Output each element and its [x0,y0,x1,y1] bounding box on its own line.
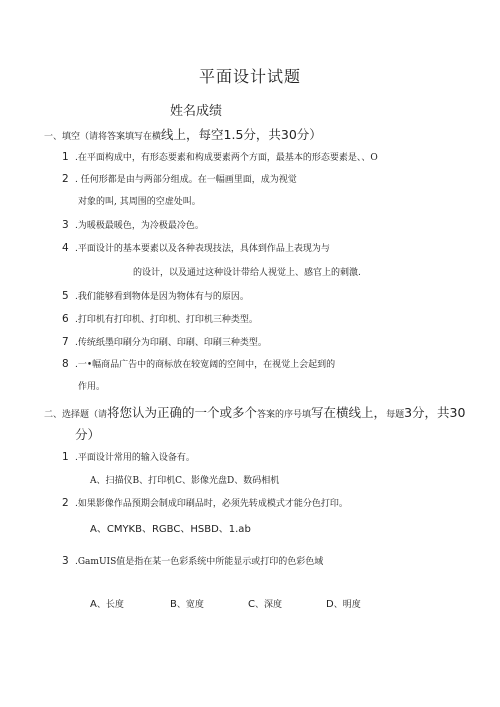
name-score-line: 姓名成绩 [170,104,223,119]
question-3-option [248,597,282,610]
item-number: 2 [62,497,69,509]
question-3-option [90,597,124,610]
item-text: .平面设计常用的输入设备有。 [75,453,195,463]
question-1-options [90,473,279,486]
list-item [62,496,348,509]
list-item [62,357,335,370]
list-item [78,194,201,207]
option-letter: C [248,599,255,610]
question-3-option [326,597,361,610]
section-2-heading-wrap: 分） [75,427,101,442]
item-number: 1 [62,451,69,463]
question-2-options: A、CMYKB、RGBC、HSBD、1.ab [90,524,251,535]
option-a: A、扫描仪 [90,476,133,486]
item-number: 4 [62,242,69,254]
list-item [62,289,249,302]
list-item [62,172,297,185]
option-c: C、影像光盘 [175,476,228,486]
item-text: .为暖极最暖色，为冷极最冷色。 [75,221,204,231]
item-text: .传统纸墨印刷分为印刷、印刷、印刷三种类型。 [75,338,267,348]
item-text: 对象的叫, 其周围的空虚处叫。 [78,197,201,207]
item-text: .GamUIS值是指在某一色彩系统中所能显示或打印的色彩色域 [75,557,324,567]
option-text: 、明度 [333,600,361,610]
item-number: 8 [62,358,69,370]
option-text: 、宽度 [176,600,204,610]
list-item [62,450,195,463]
item-text: .一•幅商品广告中的商标放在较宽阔的空间中，在视觉上会起到的 [75,360,336,370]
item-text: .如果影像作品预期会制成印刷品时，必须先转成模式才能分色打印。 [75,499,348,509]
list-item [62,150,378,163]
item-text: .打印机有打印机、打印机、打印机三种类型。 [75,315,258,325]
item-text: .我们能够看到物体是因为物体有与的原因。 [75,292,249,302]
item-number: 3 [62,555,69,567]
option-letter: D [326,599,334,610]
list-item [62,335,267,348]
option-b: B、打印机 [132,476,176,486]
list-item [62,241,330,254]
section-2-emphasis: 写在横线上， [311,405,387,420]
item-number: 2 [62,173,69,185]
section-2-emphasis: 将您认为正确的一个或多个 [107,405,258,420]
list-item [62,554,323,567]
section-1-heading [44,125,322,143]
list-item [78,379,105,392]
item-number: 3 [62,219,69,231]
section-2-text: 二、选择题（请 [44,410,108,420]
section-2-heading [44,403,465,421]
option-text: 、长度 [96,600,124,610]
option-d: D、数码相机 [227,476,280,486]
section-2-text: 每题 [386,410,405,420]
section-2-text: 答案的序号填 [257,410,312,420]
option-text: 、深度 [254,600,282,610]
section-1-emphasis: 线上，每空1.5分，共30分） [161,127,322,142]
section-1-prefix: 一、填空（请将答案填写在横 [44,132,162,142]
list-item [133,265,361,278]
item-number: 5 [62,290,69,302]
option-letter: B [170,599,177,610]
section-2-emphasis: 3分，共30 [404,405,466,420]
item-number: 6 [62,313,69,325]
item-text: .平面设计的基本要素以及各种表现技法，具体到作品上表现为与 [75,244,330,254]
list-item [62,312,258,325]
question-3-option [170,597,204,610]
option-letter: A [90,599,97,610]
item-text: . 任何形都是由与两部分组成。在一幅画里面，成为视觉 [75,175,297,185]
item-text: .在平面构成中，有形态要素和构成要素两个方面，最基本的形态要素是、、O [75,153,378,163]
item-number: 7 [62,336,69,348]
list-item [62,218,204,231]
page-title: 平面设计试题 [198,67,301,86]
item-text: 作用。 [78,382,106,392]
item-number: 1 [62,151,69,163]
item-text: 的设计，以及通过这种设计带给人视觉上、感官上的刺激. [133,268,361,278]
